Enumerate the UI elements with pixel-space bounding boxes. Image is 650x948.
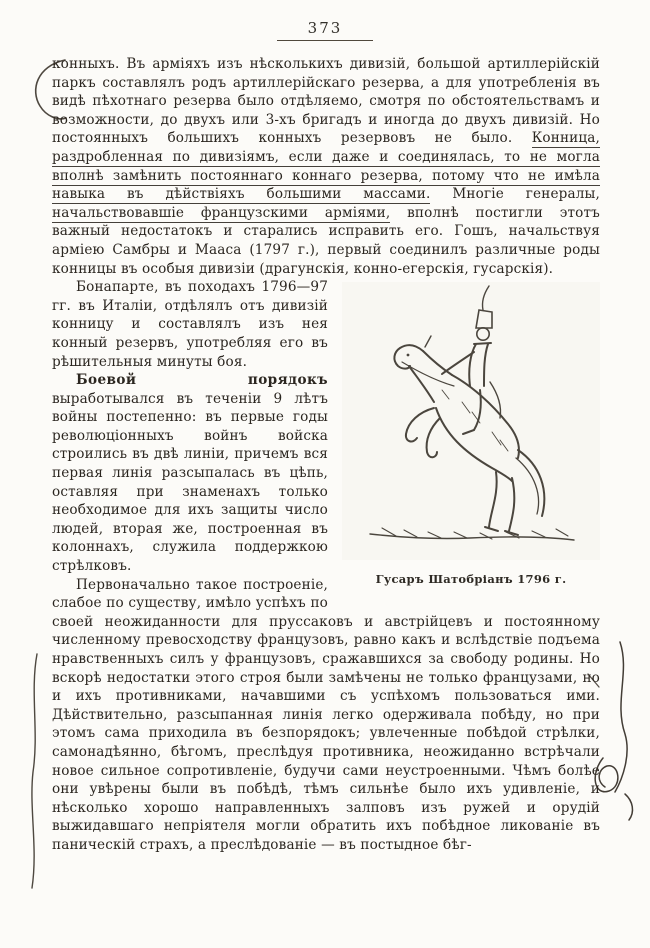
hussar-illustration: [342, 282, 600, 560]
paragraph-4: [52, 576, 600, 855]
pen-underlined-text: начальствовавшіе французскими арміями,: [52, 204, 391, 221]
page-header: [0, 0, 650, 41]
hussar-figure: [342, 282, 600, 589]
body-text: Первоначально такое построеніе, слабое по существу, имѣло успѣхъ по своей неожиданности для пруссаковъ и австрійцевъ и постоянному численному превосходству французовъ, равно какъ и вслѣдствіе подъема нравственныхъ силъ у французовъ, сражавшихся за свободу родины. Но вскорѣ недостатки этого строя были замѣчены не только французами, но и ихъ противниками, начавшими съ успѣхомъ пользоваться ими. Дѣйствительно, разсыпанная линія легко одерживала побѣду, но при этомъ сама приходила въ безпорядокъ; увлеченные побѣдой стрѣлки, самонадѣянно, бѣгомъ, преслѣдуя противника, неожиданно встрѣчали новое сильное сопротивленіе, будучи сами неустроенными. Чѣмъ болѣе они увѣрены были въ побѣдѣ, тѣмъ сильнѣе было ихъ удивленіе, и нѣсколько хорошо направленныхъ залповъ изъ ружей и орудій выжидавшаго непріятеля могли обратить ихъ побѣдное ликованіе въ паническій страхъ, а преслѣдованіе — въ постыдное бѣг-: [52, 576, 600, 853]
bold-lead-text: Боевой порядокъ: [76, 372, 328, 389]
body-text: вполнѣ постигли этотъ важный недостатокъ и старались исправить его. Гошъ, начальствуя арміею Самбры и Мааса (1797 г.), первый соединилъ различные роды конницы въ особыя дивизіи (драгунскія, конно-егерскія, гусарскія).: [52, 204, 600, 277]
body-text: выработывался въ теченіи 9 лѣтъ войны постепенно: въ первые годы революціонныхъ войнъ войска строились въ двѣ линіи, причемъ вся первая линія разсыпалась въ цѣпь, оставляя при знаменахъ только необходимое для ихъ защиты число людей, вторая же, построенная въ колоннахъ, служила поддержкою стрѣлковъ.: [52, 390, 328, 575]
text-block: [52, 55, 600, 855]
pen-underlined-text: Конница, раздробленная по дивизіямъ, если даже и соединялась, то не могла вполнѣ замѣнить постояннаго коннаго резерва, потому что не имѣла навыка въ дѣйствіяхъ большими массами.: [52, 130, 600, 203]
body-text: Многіе генералы,: [430, 186, 600, 203]
paragraph-1: [52, 55, 600, 278]
figure-caption: Гусаръ Шатобріанъ 1796 г.: [375, 572, 567, 587]
body-text: конныхъ. Въ арміяхъ изъ нѣсколькихъ дивизій, большой артиллерійскій паркъ составлялъ родъ артиллерійскаго резерва, а для употребленія въ видѣ пѣхотнаго резерва было отдѣляемо, смотря по обстоятельствамъ и возможности, до двухъ или 3-хъ бригадъ и иногда до двухъ дивизій. Но постоянныхъ большихъ конныхъ резервовъ не было.: [52, 56, 600, 147]
page-number-rule: [277, 40, 373, 41]
body-text: Бонапарте, въ походахъ 1796—97 гг. въ Италіи, отдѣлялъ отъ дивизій конницу и составлялъ изъ нея конный резервъ, употребляя его въ рѣшительныя минуты боя.: [52, 279, 328, 370]
left-margin-vertical-pen-mark: [26, 652, 46, 890]
page-number: 373: [307, 19, 343, 37]
